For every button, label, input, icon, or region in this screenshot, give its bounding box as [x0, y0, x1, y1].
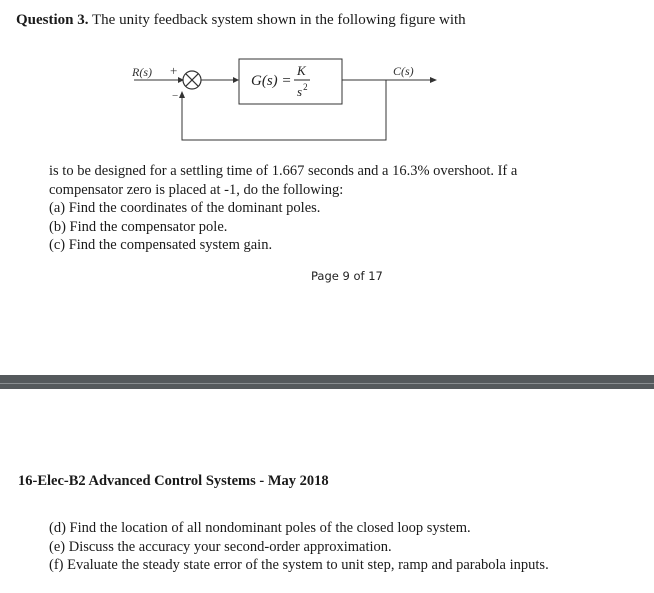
list-item: (b) Find the compensator pole.: [49, 218, 228, 235]
plus-sign: +: [170, 63, 178, 78]
question-intro: The unity feedback system shown in the following figure with: [92, 12, 466, 28]
feedback-arrowhead: [179, 91, 185, 98]
output-label: C(s): [393, 64, 414, 78]
denominator-exponent: 2: [303, 82, 308, 92]
block-diagram: [0, 0, 654, 150]
output-arrowhead: [430, 77, 437, 83]
input-label: R(s): [132, 65, 152, 79]
paragraph: [49, 162, 517, 255]
list-item: (f) Evaluate the steady state error of the system to unit step, ramp and parabola inputs.: [49, 557, 549, 573]
transfer-numerator: K: [297, 63, 306, 78]
error-arrowhead: [233, 77, 239, 83]
question-label: Question 3.: [16, 12, 89, 28]
list-item: (e) Discuss the accuracy your second-order approximation.: [49, 538, 392, 555]
list-item: (a) Find the coordinates of the dominant poles.: [49, 200, 321, 216]
page-break-divider: [0, 375, 654, 389]
continued-list: [49, 519, 549, 575]
transfer-function-lhs: G(s) =: [251, 73, 292, 89]
paragraph-line-1: is to be designed for a settling time of 1.667 seconds and a 16.3% overshoot. If a: [49, 163, 518, 179]
exam-header: 16-Elec-B2 Advanced Control Systems - May 2018: [18, 473, 329, 489]
page-number: Page 9 of 17: [311, 269, 383, 283]
list-item: (c) Find the compensated system gain.: [49, 237, 273, 253]
paragraph-line-2: compensator zero is placed at -1, do the following:: [49, 181, 344, 198]
list-item: (d) Find the location of all nondominant poles of the closed loop system.: [49, 520, 471, 536]
transfer-denominator: $s^2$: [297, 82, 308, 99]
minus-sign: −: [172, 90, 179, 102]
